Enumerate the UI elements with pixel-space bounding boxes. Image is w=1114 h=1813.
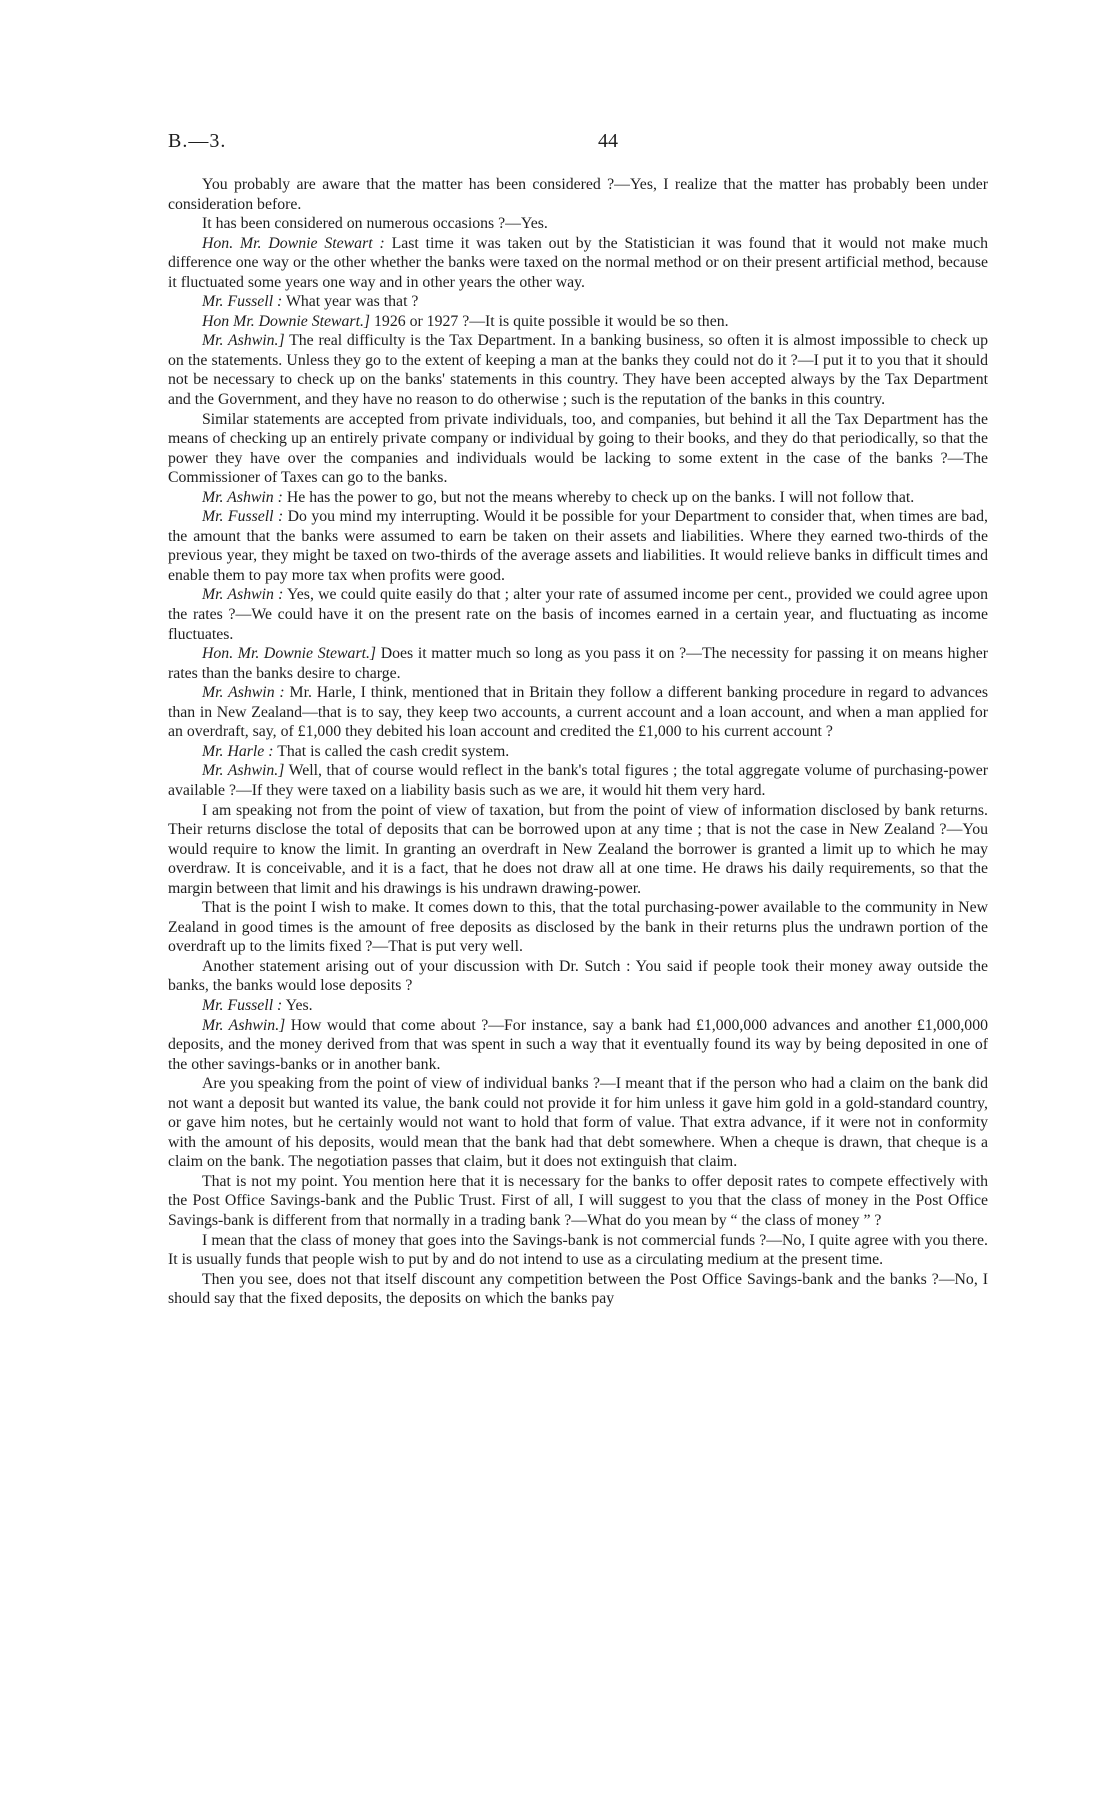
paragraph-text: Then you see, does not that itself discount any competition between the Post Office Savings-bank and the banks ?—No, I should say that the fixed deposits, the deposits on which the banks pay xyxy=(168,1270,988,1308)
paragraph-text: Well, that of course would reflect in the bank's total figures ; the total aggregate volume of purchasing-power available ?—If they were taxed on a liability basis such as we are, it would hit them very hard. xyxy=(168,762,988,799)
paragraph xyxy=(168,1016,988,1075)
paragraph-text: Last time it was taken out by the Statistician it was found that it would not make much difference one way or the other whether the banks were taxed on the normal method or on their present artificial method, because it fluctuated some years one way and in other years the other way. xyxy=(168,234,988,291)
speaker-label: Mr. Harle : xyxy=(202,742,274,760)
speaker-label: Mr. Fussell : xyxy=(202,508,284,526)
paragraph xyxy=(168,214,988,234)
paragraph xyxy=(168,312,988,332)
paragraph xyxy=(168,761,988,800)
paragraph-text: I mean that the class of money that goes into the Savings-bank is not commercial funds ?—No, I quite agree with you there. It is usually funds that people wish to put by and do not intend to use as a circulating medium at the present time. xyxy=(168,1231,988,1269)
paragraph-text: It has been considered on numerous occasions ?—Yes. xyxy=(202,215,548,233)
paragraph xyxy=(168,1231,988,1270)
paragraph-text: Does it matter much so long as you pass it on ?—The necessity for passing it on means higher rates than the banks desire to charge. xyxy=(168,645,988,682)
speaker-label: Hon. Mr. Downie Stewart.] xyxy=(202,645,377,663)
paragraph-text: He has the power to go, but not the means whereby to check up on the banks. I will not follow that. xyxy=(282,488,915,506)
paragraph xyxy=(168,234,988,293)
body-text xyxy=(168,175,988,1309)
paragraph-text: Mr. Harle, I think, mentioned that in Britain they follow a different banking procedure in regard to advances than in New Zealand—that is to say, they keep two accounts, a current account and a loan account, and when a man applied for an overdraft, say, of £1,000 they debited his loan account and credited the £1,000 to his current account ? xyxy=(168,684,988,741)
paragraph-text: Yes, we could quite easily do that ; alter your rate of assumed income per cent., provided we could agree upon the rates ?—We could have it on the present rate on the basis of incomes earned in a certain year, and fluctuating as income fluctuates. xyxy=(168,586,988,643)
paragraph-text: That is the point I wish to make. It comes down to this, that the total purchasing-power available to the community in New Zealand in good times is the amount of free deposits as disclosed by the bank in their returns plus the undrawn portion of the overdraft up to the limits fixed ?—That is put very well. xyxy=(168,899,988,956)
speaker-label: Mr. Ashwin : xyxy=(202,586,284,604)
paragraph-text: 1926 or 1927 ?—It is quite possible it would be so then. xyxy=(370,312,729,330)
paragraph xyxy=(168,898,988,957)
paragraph xyxy=(168,683,988,742)
paragraph-text: I am speaking not from the point of view of taxation, but from the point of view of information disclosed by bank returns. Their returns disclose the total of deposits that can be borrowed upon at any time ; that is not the case in New Zealand ?—You would require to know the limit. In granting an overdraft in New Zealand the borrower is granted a limit up to which he may overdraw. It is conceivable, and it is a fact, that he does not draw all at one time. He draws his daily requirements, so that the margin between that limit and his drawings is his undrawn drawing-power. xyxy=(168,801,988,897)
speaker-label: Mr. Ashwin : xyxy=(202,684,285,702)
paragraph-text: Yes. xyxy=(282,996,313,1014)
paragraph-text: You probably are aware that the matter has been considered ?—Yes, I realize that the matter has probably been under consideration before. xyxy=(168,176,988,213)
paragraph-text: That is not my point. You mention here that it is necessary for the banks to offer deposit rates to compete effectively with the Post Office Savings-bank and the Public Trust. First of all, I will suggest to you that the class of money in the Post Office Savings-bank is different from that normally in a trading bank ?—What do you mean by “ the class of money ” ? xyxy=(168,1172,988,1229)
paragraph xyxy=(168,1270,988,1309)
paragraph xyxy=(168,957,988,996)
speaker-label: Mr. Ashwin.] xyxy=(202,762,285,780)
speaker-label: Mr. Ashwin.] xyxy=(202,332,285,350)
paragraph xyxy=(168,292,988,312)
speaker-label: Mr. Ashwin : xyxy=(202,488,283,506)
paragraph-text: The real difficulty is the Tax Department. In a banking business, so often it is almost impossible to check up on the statements. Unless they go to the extent of keeping a man at the banks they could not do it ?—I put it to you that it should not be necessary to check up on the banks' statements in this country. They have been accepted always by the Tax Department and the Government, and they have no reason to do otherwise ; such is the reputation of the banks in this country. xyxy=(168,332,988,409)
paragraph xyxy=(168,410,988,488)
paragraph xyxy=(168,996,988,1016)
paragraph xyxy=(168,331,988,409)
page-number: 44 xyxy=(598,130,618,152)
paragraph xyxy=(168,175,988,214)
paragraph xyxy=(168,742,988,762)
speaker-label: Hon. Mr. Downie Stewart : xyxy=(202,234,385,252)
paragraph xyxy=(168,644,988,683)
paragraph xyxy=(168,801,988,899)
paragraph-text: Are you speaking from the point of view of individual banks ?—I meant that if the person who had a claim on the bank did not want a deposit but wanted its value, the bank could not provide it for him unless it gave him gold in a gold-standard country, or gave him notes, but he certainly would not want to hold that form of value. That extra advance, if it were not in conformity with the amount of his deposits, would mean that the bank had that debt somewhere. When a cheque is drawn, that cheque is a claim on the bank. The negotiation passes that claim, but it does not extinguish that claim. xyxy=(168,1075,988,1171)
paragraph xyxy=(168,488,988,508)
paragraph-text: That is called the cash credit system. xyxy=(273,742,510,760)
page-header xyxy=(168,130,988,160)
paragraph-text: Similar statements are accepted from private individuals, too, and companies, but behind it all the Tax Department has the means of checking up an entirely private company or individual by going to their books, and they do that periodically, so that the power they have over the companies and individuals would be lacking to some extent in the case of the banks ?—The Commissioner of Taxes can go to the banks. xyxy=(168,410,988,487)
paragraph-text: What year was that ? xyxy=(282,293,419,311)
paragraph xyxy=(168,585,988,644)
paragraph-text: Another statement arising out of your discussion with Dr. Sutch : You said if people took their money away outside the banks, the banks would lose deposits ? xyxy=(168,957,988,995)
paragraph-text: Do you mind my interrupting. Would it be possible for your Department to consider that, when times are bad, the amount that the banks were assumed to earn be taken on their assets and liabilities. Where they earned two-thirds of the previous year, they might be taxed on two-thirds of the average assets and liabilities. It would relieve banks in difficult times and enable them to pay more tax when profits were good. xyxy=(168,508,989,584)
speaker-label: Mr. Ashwin.] xyxy=(202,1016,286,1034)
paragraph xyxy=(168,507,988,585)
speaker-label: Mr. Fussell : xyxy=(202,996,283,1014)
speaker-label: Mr. Fussell : xyxy=(202,293,283,311)
paragraph xyxy=(168,1074,988,1172)
paragraph-text: How would that come about ?—For instance, say a bank had £1,000,000 advances and another £1,000,000 deposits, and the money derived from that was spent in such a way that it eventually found its way by being deposited in one of the other savings-banks or in another bank. xyxy=(168,1016,988,1073)
document-reference: B.—3. xyxy=(168,130,227,152)
paragraph xyxy=(168,1172,988,1231)
speaker-label: Hon Mr. Downie Stewart.] xyxy=(202,312,371,330)
